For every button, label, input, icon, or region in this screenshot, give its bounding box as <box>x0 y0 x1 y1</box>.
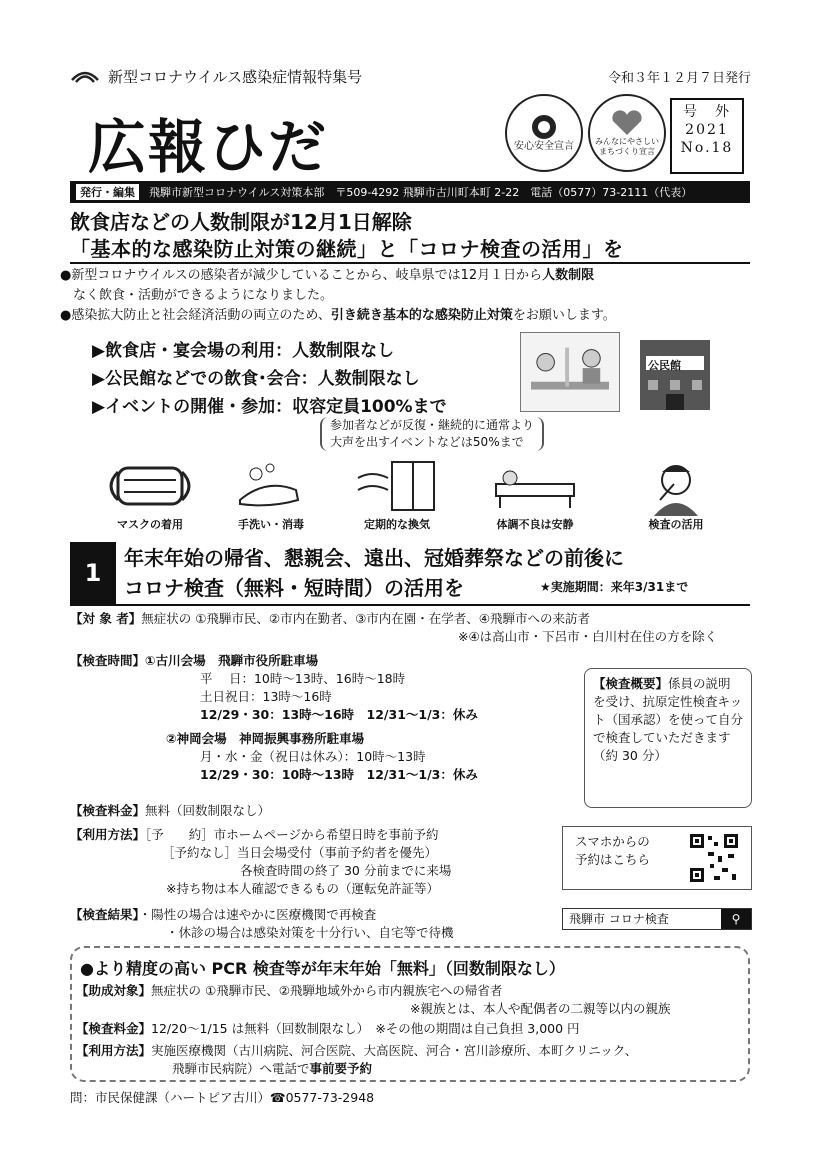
fee-text: 無料（回数制限なし） <box>145 803 271 818</box>
search-box[interactable] <box>562 908 752 930</box>
rest-label: 体調不良は安静 <box>496 518 574 531</box>
pcr-target-row <box>76 982 502 1000</box>
venue1: ①古川会場 飛騨市役所駐車場 <box>145 653 319 668</box>
venue1-weekday: 平 日：10時〜13時、16時〜18時 <box>200 671 406 686</box>
rule-event: ▶イベントの開催・参加：収容定員100%まで <box>92 397 447 417</box>
fee-row <box>70 802 270 820</box>
target-row <box>70 610 590 628</box>
swirl-logo-icon <box>70 66 100 84</box>
pcr-title: ●より精度の高い PCR 検査等が年末年始「無料」（回数制限なし） <box>80 959 565 978</box>
target-note: ※④は高山市・下呂市・白川村在住の方を除く <box>458 629 718 644</box>
overview-text: 係員の説明を受け、抗原定性検査キット（国承認）を使って自分で検査していただきます（約 30 分） <box>593 676 744 763</box>
intro-p1-bold: 人数制限 <box>542 268 595 283</box>
community-hall-sign: 公民館 <box>648 359 681 372</box>
method-label: 【利用方法】 <box>70 827 146 842</box>
pcr-method-row2 <box>172 1060 372 1078</box>
rule-community-hall: ▶公民館などでの飲食･会合：人数制限なし <box>92 369 420 389</box>
venue1-special: 12/29・30：13時〜16時 12/31〜1/3：休み <box>200 707 478 722</box>
section-title-line1: 年末年始の帰省、懇親会、遠出、冠婚葬祭などの前後に <box>124 546 624 570</box>
community-hall-icon <box>636 336 714 412</box>
method-bring: ※持ち物は本人確認できるもの（運転免許証等） <box>166 881 439 896</box>
ventilation-icon <box>352 460 442 512</box>
pcr-target-note: ※親族とは、本人や配偶者の二親等以内の親族 <box>410 1001 671 1016</box>
venue1-holiday: 土日祝日：13時〜16時 <box>200 689 332 704</box>
method-walkin: ［予約なし］当日会場受付（事前予約者を優先） <box>162 845 438 860</box>
intro-paragraph-1 <box>60 266 760 306</box>
method-deadline: 各検査時間の終了 30 分前までに来場 <box>240 863 452 878</box>
section-period: ★実施期間：来年3/31まで <box>540 580 689 594</box>
seal1-text: 安心安全宣言 <box>514 141 574 152</box>
issue-date: 令和３年１２月７日発行 <box>608 71 752 86</box>
pcr-fee-label: 【検査料金】 <box>76 1021 152 1036</box>
intro-p2-bold: 引き続き基本的な感染防止対策 <box>330 308 513 323</box>
result-positive: ・陽性の場合は速やかに医療機関で再検査 <box>138 907 377 922</box>
test-overview-box <box>584 668 752 808</box>
gougai-number: No.18 <box>680 140 734 157</box>
mask-icon <box>100 460 200 512</box>
fee-label: 【検査料金】 <box>70 803 146 818</box>
pcr-method-row <box>76 1042 746 1060</box>
section-title-line2: コロナ検査（無料・短時間）の活用を <box>124 576 464 600</box>
badge-icon <box>524 113 564 141</box>
method-row <box>70 826 439 844</box>
publisher-info: 飛騨市新型コロナウイルス対策本部 〒509-4292 飛騨市古川町本町 2-22 電話（0577）73-2111（代表） <box>149 186 693 199</box>
gougai-label: 号 外 <box>683 104 731 120</box>
qr-text1: スマホからの <box>575 834 650 849</box>
result-closed: ・休診の場合は感染対策を十分行い、自宅等で待機 <box>166 925 454 940</box>
pcr-target-label: 【助成対象】 <box>76 983 152 998</box>
target-text: 無症状の ①飛騨市民、②市内在勤者、③市内在園・在学者、④飛騨市への来訪者 <box>141 611 591 626</box>
intro-p1-text: ●新型コロナウイルスの感染者が減少していることから、岐阜県では12月１日から <box>60 268 543 283</box>
mask-label: マスクの着用 <box>117 518 183 531</box>
target-label: 【対 象 者】 <box>70 611 142 626</box>
method-reserved: ［予 約］市ホームページから希望日時を事前予約 <box>145 827 439 842</box>
pcr-fee-text: 12/20〜1/15 は無料（回数制限なし） ※その他の期間は自己負担 3,000 円 <box>151 1021 580 1036</box>
result-row <box>70 906 376 924</box>
event-note-line1: 参加者などが反復・継続的に通常より <box>330 418 535 432</box>
headline-line1: 飲食店などの人数制限が12月1日解除 <box>70 210 412 234</box>
intro-paragraph-2 <box>60 306 760 326</box>
extra-issue-box <box>670 98 744 174</box>
pcr-method-text1: 実施医療機関（古川病院、河合医院、大高医院、河合・宮川診療所、本町クリニック、 <box>151 1043 638 1058</box>
event-note-line2: 大声を出すイベントなどは50%まで <box>330 435 524 449</box>
search-icon[interactable]: ⚲ <box>721 909 751 929</box>
intro-p2-cont: をお願いします。 <box>512 308 616 323</box>
handwash-icon <box>226 460 316 512</box>
venue2-special: 12/29・30：10時〜13時 12/31〜1/3：休み <box>200 767 478 782</box>
time-label: 【検査時間】 <box>70 653 146 668</box>
gougai-year: 2021 <box>685 122 729 139</box>
pcr-target-text: 無症状の ①飛騨市民、②飛騨地域外から市内親族宅への帰省者 <box>151 983 503 998</box>
qr-text2: 予約はこちら <box>575 852 651 867</box>
contact-footer: 問：市民保健課（ハートピア古川）☎0577-73-2948 <box>70 1090 375 1105</box>
safety-declaration-seal <box>505 94 583 172</box>
intro-p1-cont: なく飲食・活動ができるようになりました。 <box>73 288 334 303</box>
handwash-label: 手洗い・消毒 <box>238 518 304 531</box>
test-icon <box>636 460 716 516</box>
venue2-days: 月・水・金（祝日は休み）：10時〜13時 <box>200 749 426 764</box>
publisher-tag: 発行・編集 <box>76 184 139 200</box>
overview-title: 【検査概要】 <box>593 676 669 691</box>
rest-icon <box>490 460 580 512</box>
seal2-text: みんなにやさしい まちづくり宣言 <box>595 137 659 156</box>
masthead-title: 広報ひだ <box>88 113 329 181</box>
pcr-method-text2: 飛騨市民病院）へ電話で <box>172 1061 310 1076</box>
headline-line2: 「基本的な感染防止対策の継続」と「コロナ検査の活用」を <box>70 237 624 261</box>
intro-p2-text: ●感染拡大防止と社会経済活動の両立のため、 <box>60 308 331 323</box>
kind-town-seal <box>588 94 666 172</box>
section-divider <box>70 604 750 606</box>
pcr-method-emphasis: 事前要予約 <box>309 1061 373 1076</box>
heart-icon <box>609 109 645 137</box>
time-row <box>70 652 318 670</box>
issue-title: 新型コロナウイルス感染症情報特集号 <box>108 68 363 86</box>
event-note <box>320 417 544 451</box>
publisher-bar <box>70 181 750 203</box>
venue2: ②神岡会場 神岡振興事務所駐車場 <box>166 731 365 746</box>
section-number: 1 <box>70 542 116 604</box>
result-label: 【検査結果】 <box>70 907 139 922</box>
dining-partition-illustration <box>520 332 620 412</box>
search-text: 飛騨市 コロナ検査 <box>569 912 669 926</box>
rule-restaurant: ▶飲食店・宴会場の利用：人数制限なし <box>92 341 395 361</box>
qr-code-icon[interactable] <box>688 832 740 884</box>
pcr-method-label: 【利用方法】 <box>76 1043 152 1058</box>
divider <box>70 262 750 264</box>
ventilation-label: 定期的な換気 <box>364 518 430 531</box>
pcr-fee-row <box>76 1020 580 1038</box>
test-label: 検査の活用 <box>648 518 704 531</box>
